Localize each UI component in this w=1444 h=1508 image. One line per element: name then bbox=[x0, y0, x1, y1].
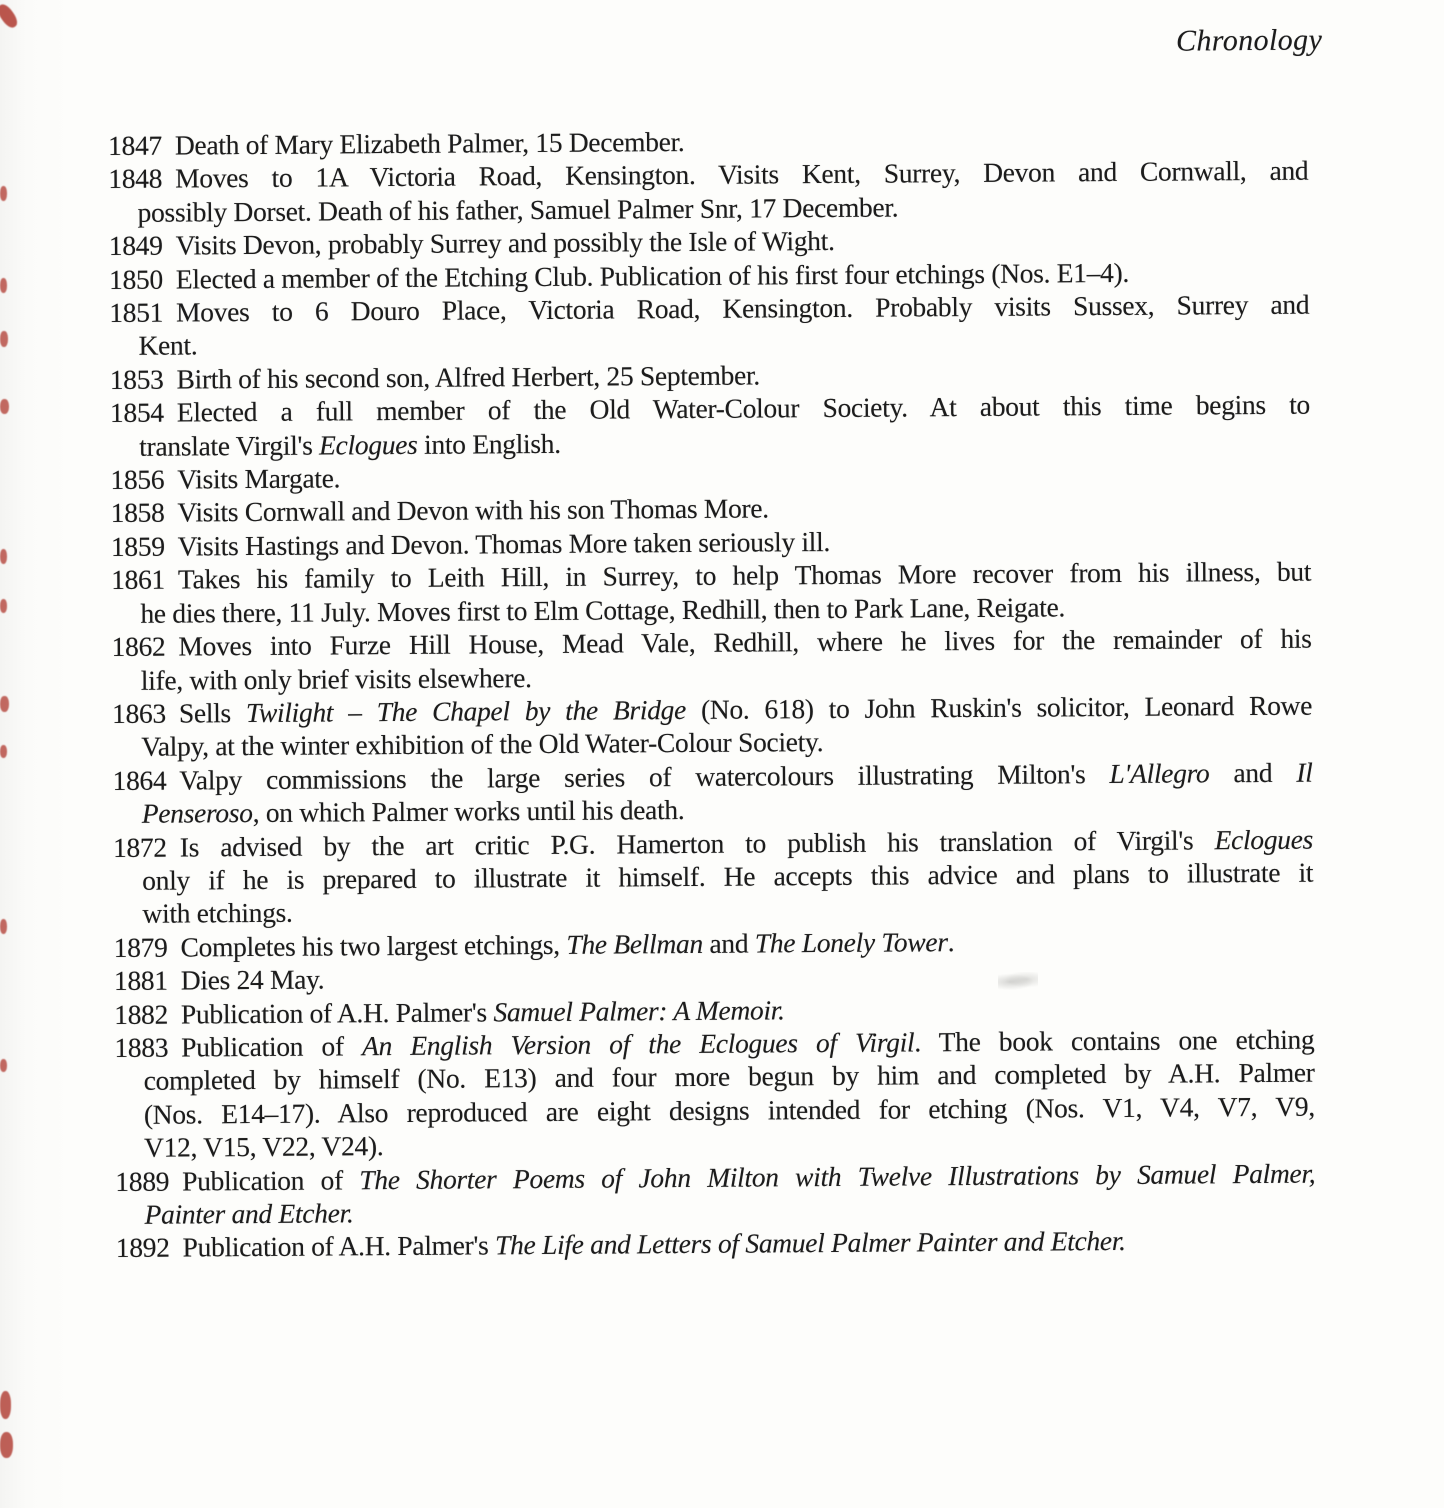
entry-text: Publication of A.H. Palmer's bbox=[180, 995, 494, 1030]
edge-mark bbox=[0, 696, 9, 712]
entry-text: Publication of bbox=[182, 1163, 360, 1197]
edge-mark bbox=[0, 549, 7, 564]
entry-text: possibly Dorset. Death of his father, Samuel Palmer Snr, 17 December. bbox=[137, 191, 899, 228]
edge-mark bbox=[0, 399, 9, 414]
entry-year: 1854 bbox=[109, 396, 164, 429]
chronology-list bbox=[108, 121, 1316, 1265]
entry-title-italic: L'Allegro bbox=[1109, 757, 1210, 789]
entry-text: into English. bbox=[417, 427, 561, 460]
chronology-entry bbox=[111, 555, 1311, 630]
entry-text: , on which Palmer works until his death. bbox=[252, 794, 685, 829]
entry-text: (Nos. E14–17). Also reproduced are eight designs intended for etching (Nos. V1, V4, V7, V9, bbox=[143, 1090, 1315, 1130]
entry-title-italic: The Bellman bbox=[566, 927, 703, 960]
entry-text: . The book contains one etching bbox=[914, 1023, 1315, 1058]
entry-text: (No. 618) to John Ruskin's solicitor, Leonard Rowe bbox=[685, 689, 1313, 725]
chronology-entry bbox=[111, 622, 1311, 697]
entry-text: V12, V15, V22, V24). bbox=[144, 1130, 384, 1163]
edge-mark bbox=[0, 599, 7, 613]
entry-year: 1849 bbox=[108, 229, 163, 262]
entry-text: Moves into Furze Hill House, Mead Vale, Redhill, where he lives for the remainder of his bbox=[178, 622, 1312, 662]
entry-text: completed by himself (No. E13) and four more begun by him and completed by A.H. Palmer bbox=[143, 1056, 1315, 1097]
entry-text: translate Virgil's bbox=[139, 429, 320, 462]
entry-text: . bbox=[947, 925, 955, 957]
entry-title-italic: Twilight – The Chapel by the Bridge bbox=[245, 693, 687, 728]
entry-text: Birth of his second son, Alfred Herbert, 25 September. bbox=[176, 359, 760, 395]
entry-title-italic: Eclogues bbox=[319, 428, 418, 461]
entry-text: Sells bbox=[178, 696, 247, 729]
entry-text: with etchings. bbox=[142, 897, 293, 930]
entry-year: 1862 bbox=[111, 630, 166, 663]
edge-mark bbox=[0, 278, 7, 293]
entry-year: 1889 bbox=[115, 1165, 170, 1197]
chronology-entry bbox=[108, 154, 1308, 229]
entry-text: Valpy, at the winter exhibition of the Old Water-Colour Society. bbox=[141, 726, 824, 763]
entry-title-italic: The Life and Letters of Samuel Palmer Painter and Etcher. bbox=[494, 1225, 1126, 1261]
entry-year: 1864 bbox=[112, 764, 167, 796]
entry-text: Elected a member of the Etching Club. Publication of his first four etchings (Nos. E1–4). bbox=[175, 256, 1130, 295]
edge-mark bbox=[0, 331, 8, 347]
entry-year: 1879 bbox=[113, 931, 168, 963]
entry-year: 1881 bbox=[113, 964, 168, 997]
entry-text: Completes his two largest etchings, bbox=[180, 928, 567, 963]
entry-year: 1861 bbox=[111, 563, 166, 596]
entry-title-italic: An English Version of the Eclogues of Virgil bbox=[361, 1026, 915, 1062]
edge-mark bbox=[0, 919, 7, 934]
chronology-entry bbox=[109, 288, 1309, 363]
entry-year: 1851 bbox=[109, 296, 164, 329]
entry-text: life, with only brief visits elsewhere. bbox=[140, 661, 532, 696]
chronology-entry bbox=[112, 689, 1312, 764]
edge-mark bbox=[0, 745, 7, 758]
entry-title-italic: Samuel Palmer: A Memoir. bbox=[493, 993, 785, 1027]
entry-text: Kent. bbox=[138, 329, 198, 362]
entry-title-italic: Eclogues bbox=[1214, 823, 1314, 855]
entry-year: 1858 bbox=[110, 497, 165, 529]
chronology-entry bbox=[114, 1023, 1315, 1165]
entry-year: 1847 bbox=[108, 129, 163, 161]
edge-mark bbox=[0, 186, 7, 201]
edge-mark bbox=[0, 1391, 11, 1419]
chronology-entry bbox=[115, 1156, 1315, 1231]
entry-title-italic: Painter and Etcher. bbox=[144, 1197, 354, 1230]
entry-year: 1848 bbox=[108, 163, 163, 195]
entry-text: Takes his family to Leith Hill, in Surrey, to help Thomas More recover from his illness, but bbox=[177, 555, 1312, 595]
entry-text: Is advised by the art critic P.G. Hamerton to publish his translation of Virgil's bbox=[179, 823, 1215, 863]
edge-mark bbox=[0, 1059, 7, 1072]
entry-year: 1863 bbox=[111, 697, 166, 729]
entry-text: Visits Hastings and Devon. Thomas More taken seriously ill. bbox=[177, 525, 831, 562]
entry-text: Death of Mary Elizabeth Palmer, 15 December. bbox=[174, 125, 685, 161]
scan-smudge bbox=[998, 972, 1038, 990]
entry-year: 1872 bbox=[112, 831, 167, 863]
entry-text: he dies there, 11 July. Moves first to Elm Cottage, Redhill, then to Park Lane, Reigate. bbox=[140, 591, 1066, 629]
entry-text: Elected a full member of the Old Water-Colour Society. At about this time begins to bbox=[176, 388, 1311, 428]
entry-year: 1882 bbox=[114, 998, 169, 1030]
edge-mark bbox=[0, 2, 20, 31]
chronology-entry bbox=[113, 822, 1314, 931]
entry-year: 1892 bbox=[115, 1232, 170, 1264]
entry-text: Publication of A.H. Palmer's bbox=[182, 1229, 496, 1263]
entry-title-italic: Penseroso bbox=[141, 797, 253, 829]
entry-text: and bbox=[1209, 756, 1297, 789]
entry-year: 1883 bbox=[114, 1031, 169, 1063]
entry-text: Moves to 6 Douro Place, Victoria Road, Kensington. Probably visits Sussex, Surrey and bbox=[175, 288, 1310, 328]
entry-title-italic: The Lonely Tower bbox=[754, 925, 948, 959]
entry-year: 1856 bbox=[110, 463, 165, 496]
entry-text: Valpy commissions the large series of watercolours illustrating Milton's bbox=[179, 757, 1110, 796]
entry-year: 1850 bbox=[108, 263, 163, 295]
chronology-entry bbox=[116, 1223, 1316, 1265]
chronology-entry bbox=[112, 755, 1312, 830]
entry-text: Visits Margate. bbox=[177, 462, 341, 495]
entry-title-italic: Il bbox=[1296, 756, 1313, 788]
entry-title-italic: The Shorter Poems of John Milton with Twelve Illustrations by Samuel Palmer, bbox=[359, 1157, 1316, 1195]
entry-text: Moves to 1A Victoria Road, Kensington. Visits Kent, Surrey, Devon and Cornwall, and bbox=[175, 155, 1309, 194]
entry-text: Visits Devon, probably Surrey and possibly the Isle of Wight. bbox=[175, 225, 835, 261]
entry-year: 1853 bbox=[109, 363, 164, 395]
entry-text: and bbox=[702, 927, 755, 959]
entry-text: only if he is prepared to illustrate it himself. He accepts this advice and plans to illustrate it bbox=[142, 856, 1314, 896]
entry-line bbox=[116, 1223, 1316, 1265]
chronology-entry bbox=[110, 388, 1310, 463]
entry-year: 1859 bbox=[110, 530, 165, 562]
entry-text: Visits Cornwall and Devon with his son Thomas More. bbox=[177, 492, 769, 528]
entry-text: Publication of bbox=[181, 1030, 363, 1063]
edge-mark bbox=[0, 1432, 13, 1458]
entry-text: Dies 24 May. bbox=[180, 963, 325, 996]
page-header-chronology: Chronology bbox=[1175, 23, 1323, 58]
